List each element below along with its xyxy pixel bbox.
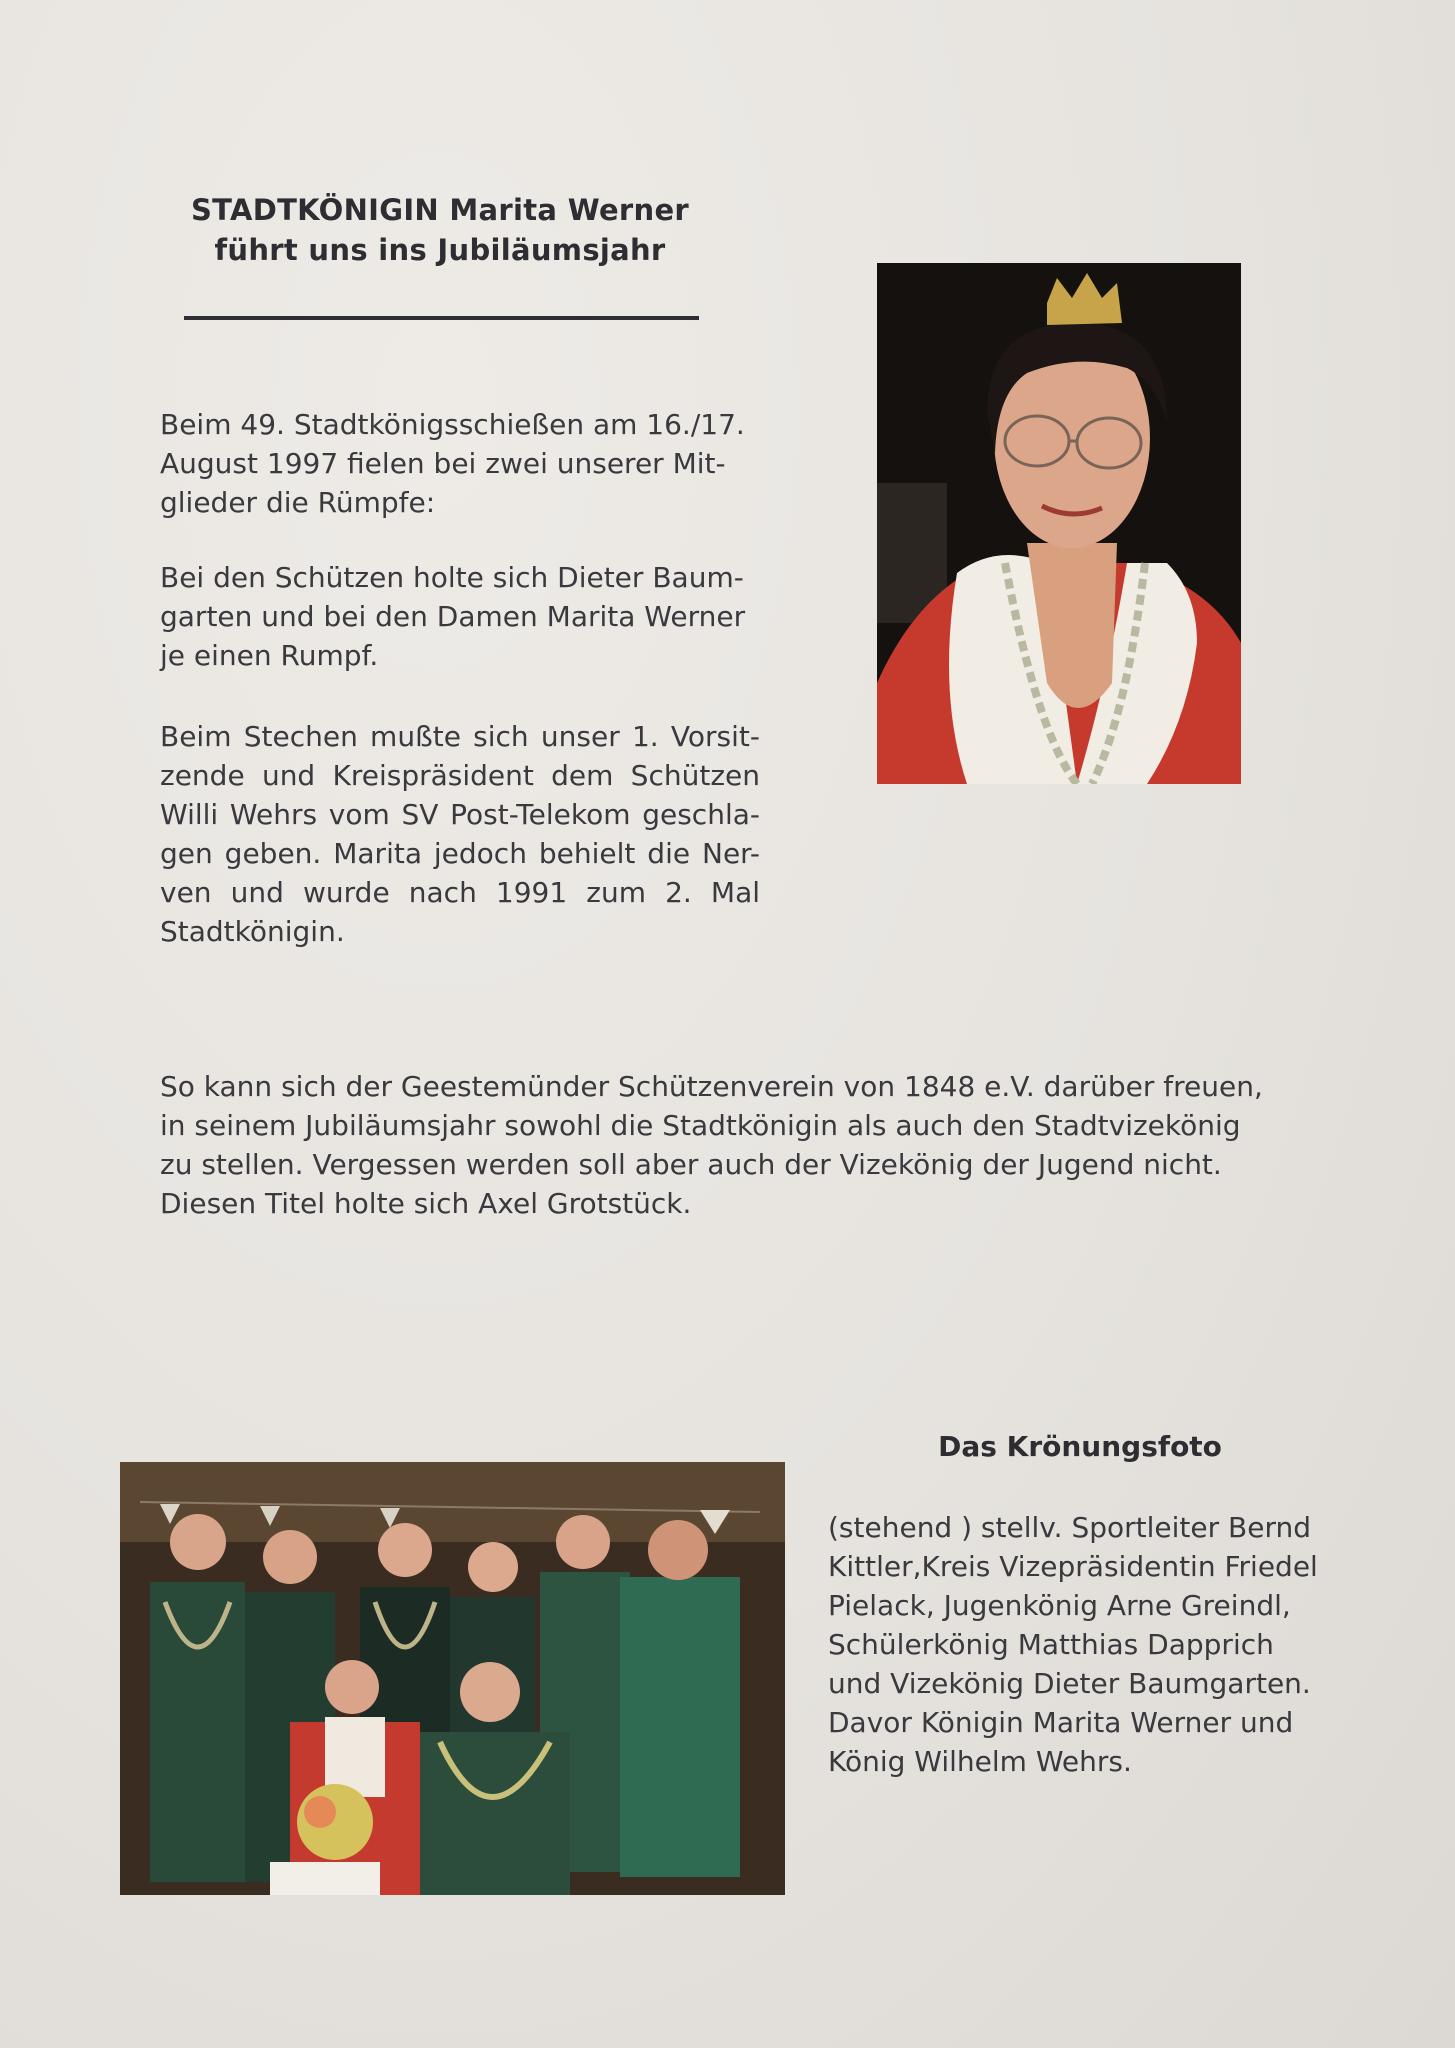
article-title xyxy=(170,190,710,270)
photo-caption-title: Das Krönungsfoto xyxy=(938,1430,1222,1463)
article-title-line-2: führt uns ins Jubiläumsjahr xyxy=(214,233,666,267)
coronation-group-photo xyxy=(120,1462,785,1895)
title-underline xyxy=(184,316,699,320)
photo-caption-text: (stehend ) stellv. Sportleiter Bernd Kittler,Kreis Vizepräsidentin Friedel Pielack, Jugenkönig Arne Greindl, Schülerkönig Matthias Dapprich und Vizekönig Dieter Baumgarten. Davor Königin Marita Werner und König Wilhelm Wehrs. xyxy=(828,1511,1318,1778)
paragraph-2: Bei den Schützen holte sich Dieter Baum-garten und bei den Damen Marita Werner je einen Rumpf. xyxy=(160,561,746,672)
paragraph-3: Beim Stechen mußte sich unser 1. Vorsit-zende und Kreispräsident dem Schützen Willi Wehrs vom SV Post-Telekom geschla-gen geben. Marita jedoch behielt die Ner-ven und wurde nach 1991 zum 2. Mal Stadtkönigin. xyxy=(160,720,760,948)
paragraph-4: So kann sich der Geestemünder Schützenverein von 1848 e.V. darüber freuen, in seinem Jubiläumsjahr sowohl die Stadtkönigin als auch den Stadtvizekönig zu stellen. Vergessen werden soll aber auch der Vizekönig der Jugend nicht. Diesen Titel holte sich Axel Grotstück. xyxy=(160,1070,1263,1220)
article-title-line-1: STADTKÖNIGIN Marita Werner xyxy=(190,193,690,227)
queen-portrait-photo xyxy=(877,263,1241,784)
paragraph-1: Beim 49. Stadtkönigsschießen am 16./17. August 1997 fielen bei zwei unserer Mit-glieder die Rümpfe: xyxy=(160,408,745,519)
